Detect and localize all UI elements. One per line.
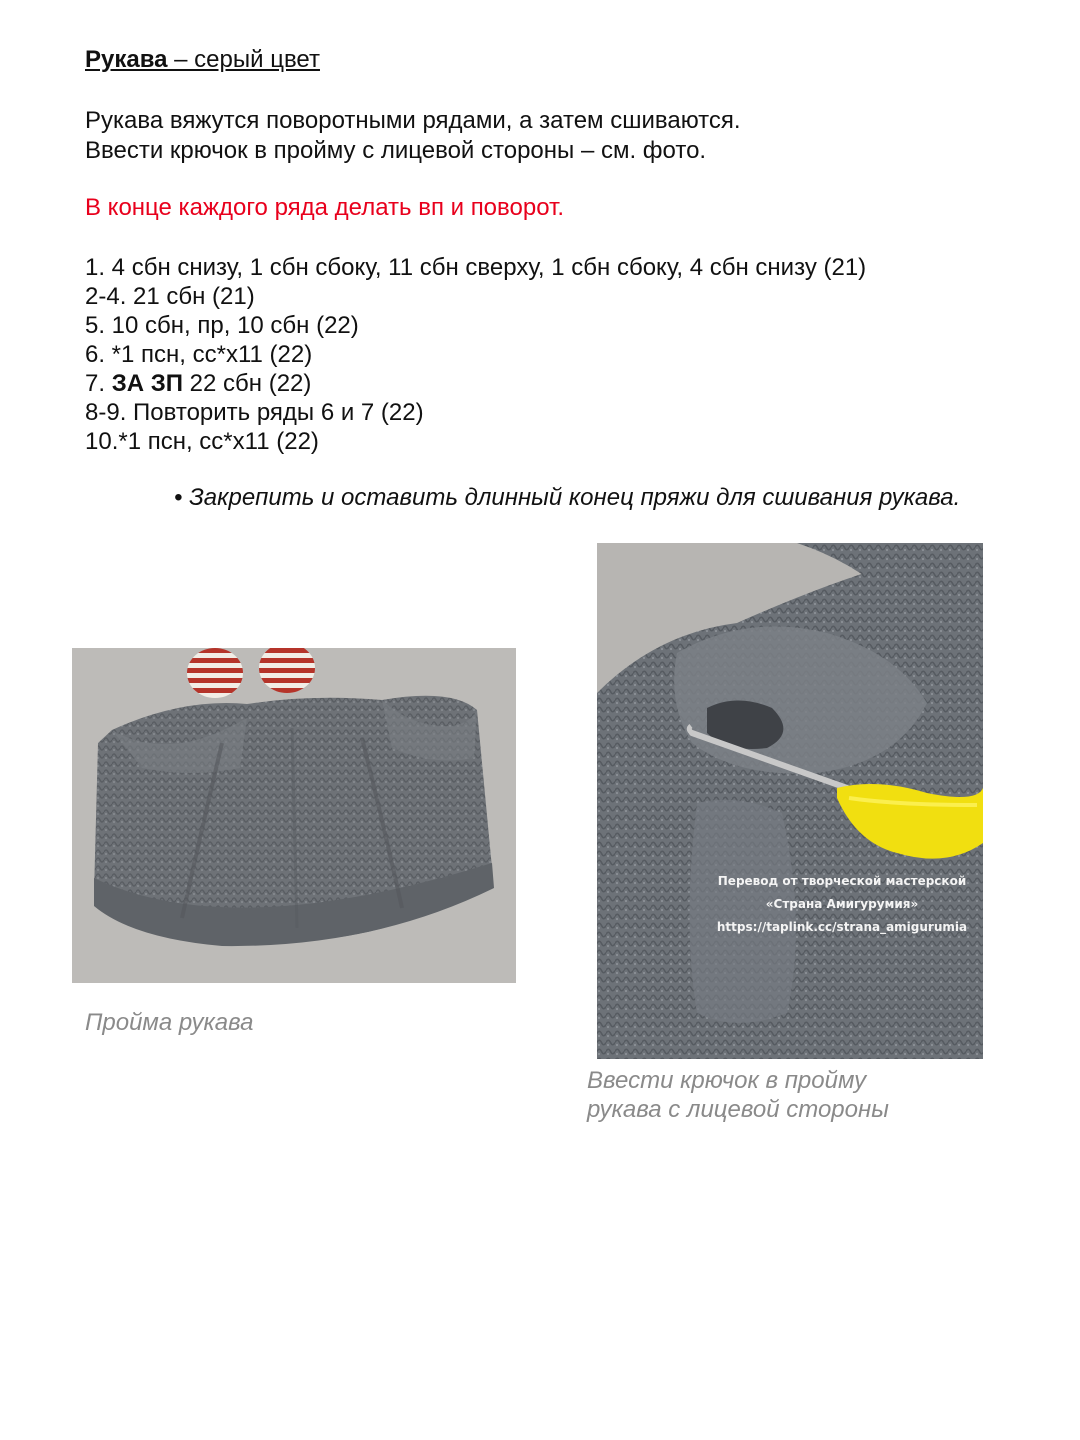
row-text: 7. bbox=[85, 370, 112, 397]
row-text: 22 сбн (22) bbox=[183, 370, 312, 397]
intro-line: Рукава вяжутся поворотными рядами, а затем сшиваются. bbox=[85, 107, 741, 134]
row-text: 8-9. Повторить ряды 6 и 7 (22) bbox=[85, 399, 424, 426]
row-text-bold: ЗА ЗП bbox=[111, 370, 184, 397]
section-title-rest: – серый цвет bbox=[167, 46, 320, 73]
intro-paragraph bbox=[85, 106, 741, 166]
pattern-row bbox=[85, 311, 866, 340]
hook-insert-photo bbox=[597, 543, 983, 1059]
intro-line: Ввести крючок в пройму с лицевой стороны – см. фото. bbox=[85, 137, 707, 164]
pattern-row bbox=[85, 282, 866, 311]
row-text: 5. 10 сбн, пр, 10 сбн (22) bbox=[85, 312, 359, 339]
row-text: 1. 4 сбн снизу, 1 сбн сбоку, 11 сбн сверху, 1 сбн сбоку, 4 сбн снизу (21) bbox=[85, 254, 867, 281]
row-text: 10.*1 псн, сс*х11 (22) bbox=[85, 428, 319, 455]
section-title-bold: Рукава bbox=[85, 46, 168, 73]
caption-line: Ввести крючок в пройму bbox=[587, 1067, 867, 1094]
hook-insert-caption bbox=[587, 1066, 889, 1124]
finish-note: • Закрепить и оставить длинный конец пряжи для сшивания рукава. bbox=[174, 484, 961, 511]
pattern-row bbox=[85, 398, 866, 427]
pattern-row bbox=[85, 427, 866, 456]
caption-line: рукава с лицевой стороны bbox=[587, 1096, 889, 1123]
row-text: 2-4. 21 сбн (21) bbox=[85, 283, 255, 310]
row-text: 6. *1 псн, сс*х11 (22) bbox=[85, 341, 313, 368]
watermark-line: «Страна Амигурумия» bbox=[765, 897, 919, 911]
watermark-line: https://taplink.cc/strana_amigurumia bbox=[716, 920, 968, 934]
pattern-rows bbox=[85, 253, 866, 456]
hook-insert-photo-illustration bbox=[597, 543, 983, 1059]
pattern-row bbox=[85, 369, 866, 398]
armhole-photo-illustration bbox=[72, 648, 516, 983]
armhole-photo-caption: Пройма рукава bbox=[85, 1009, 254, 1036]
pattern-row bbox=[85, 340, 866, 369]
watermark-line: Перевод от творческой мастерской bbox=[717, 874, 967, 888]
armhole-photo bbox=[72, 648, 516, 983]
pattern-row bbox=[85, 253, 866, 282]
section-title bbox=[85, 46, 320, 74]
row-turn-warning: В конце каждого ряда делать вп и поворот. bbox=[85, 194, 565, 221]
